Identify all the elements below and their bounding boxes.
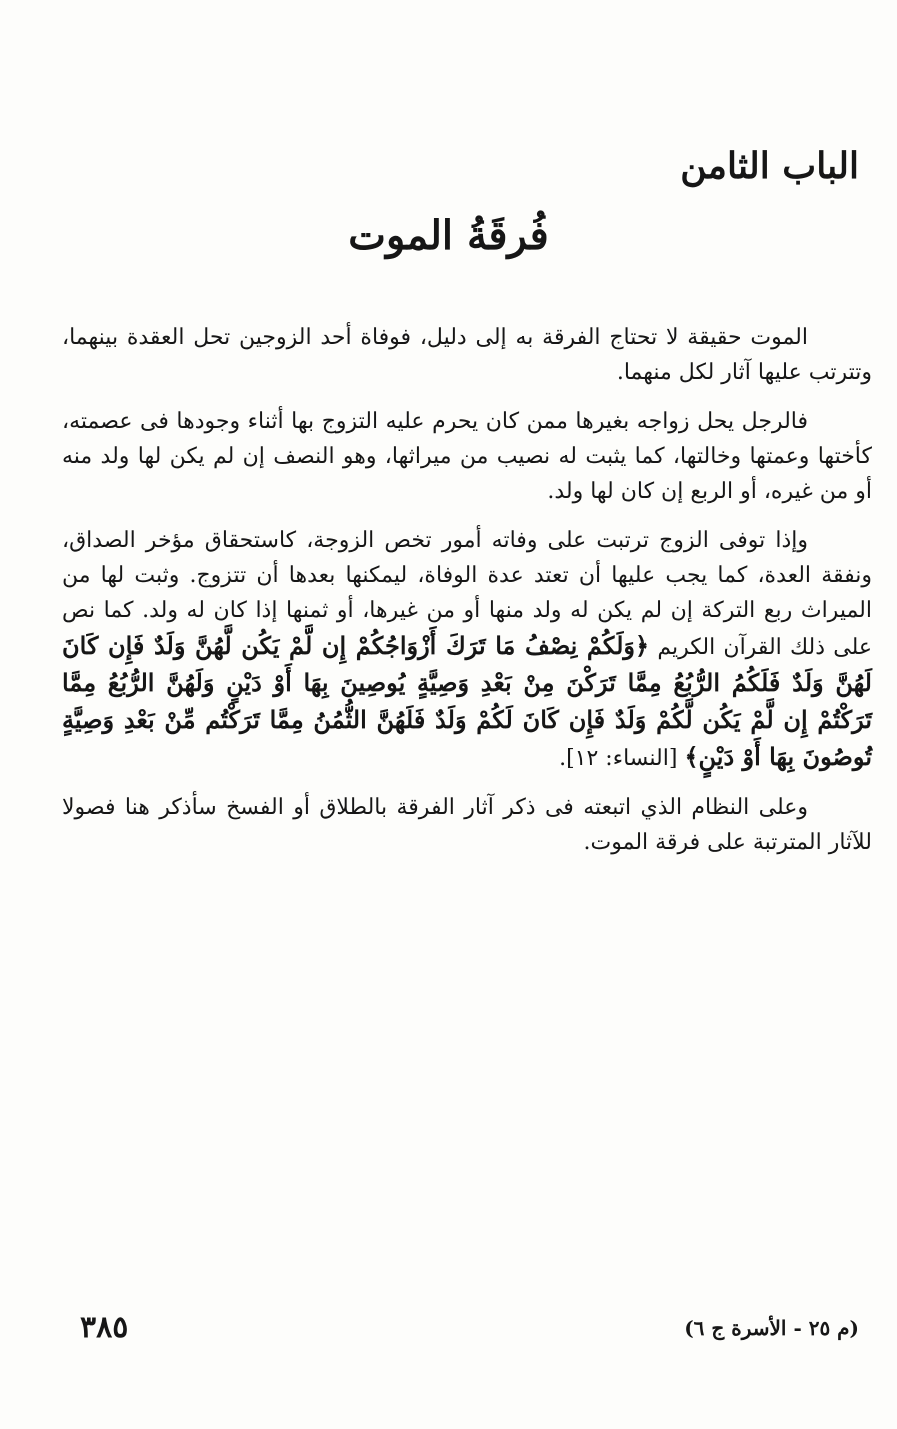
- verse-citation: [النساء: ١٢].: [559, 746, 678, 771]
- chapter-title: فُرقَةُ الموت: [348, 212, 549, 259]
- chapter-label: الباب الثامن: [680, 145, 859, 187]
- body-text: [62, 320, 872, 874]
- paragraph-2: فالرجل يحل زواجه بغيرها ممن كان يحرم عليه التزوج بها أثناء وجودها فى عصمته، كأختها وعمتها وخالتها، كما يثبت له نصيب من ميراثها، وهو النصف إن لم يكن لها ولد منه أو من غيره، أو الربع إن كان لها ولد.: [62, 409, 872, 504]
- paragraph-4: وعلى النظام الذي اتبعته فى ذكر آثار الفرقة بالطلاق أو الفسخ سأذكر هنا فصولا للآثار المترتبة على فرقة الموت.: [62, 795, 872, 855]
- paragraph-1: الموت حقيقة لا تحتاج الفرقة به إلى دليل، فوفاة أحد الزوجين تحل العقدة بينهما، وتترتب عليها آثار لكل منهما.: [62, 325, 872, 385]
- page-number: ٣٨٥: [80, 1310, 129, 1345]
- printer-signature: (م ٢٥ - الأسرة ج ٦): [684, 1316, 859, 1340]
- paragraph-3: [62, 523, 872, 776]
- quran-verse: ﴿وَلَكُمْ نِصْفُ مَا تَرَكَ أَزْوَاجُكُمْ إِن لَّمْ يَكُن لَّهُنَّ وَلَدٌ فَإِن كَانَ لَهُنَّ وَلَدٌ فَلَكُمُ الرُّبُعُ مِمَّا تَرَكْنَ مِنْ بَعْدِ وَصِيَّةٍ يُوصِينَ بِهَا أَوْ دَيْنٍ وَلَهُنَّ الرُّبُعُ مِمَّا تَرَكْتُمْ إِن لَّمْ يَكُن لَّكُمْ وَلَدٌ فَإِن كَانَ لَكُمْ وَلَدٌ فَلَهُنَّ الثُّمُنُ مِمَّا تَرَكْتُم مِّنْ بَعْدِ وَصِيَّةٍ تُوصُونَ بِهَا أَوْ دَيْنٍ﴾: [62, 631, 872, 771]
- paragraph-3-intro: وإذا توفى الزوج ترتبت على وفاته أمور تخص الزوجة، كاستحقاق مؤخر الصداق، ونفقة العدة، كما يجب عليها أن تعتد عدة الوفاة، ليمكنها بعدها أن تتزوج. وثبت لها من الميراث ربع التركة إن لم يكن له ولد منها أو من غيرها، أو ثمنها إذا كان له ولد. كما نص على ذلك القرآن الكريم: [62, 528, 872, 660]
- page-footer: [0, 1308, 897, 1348]
